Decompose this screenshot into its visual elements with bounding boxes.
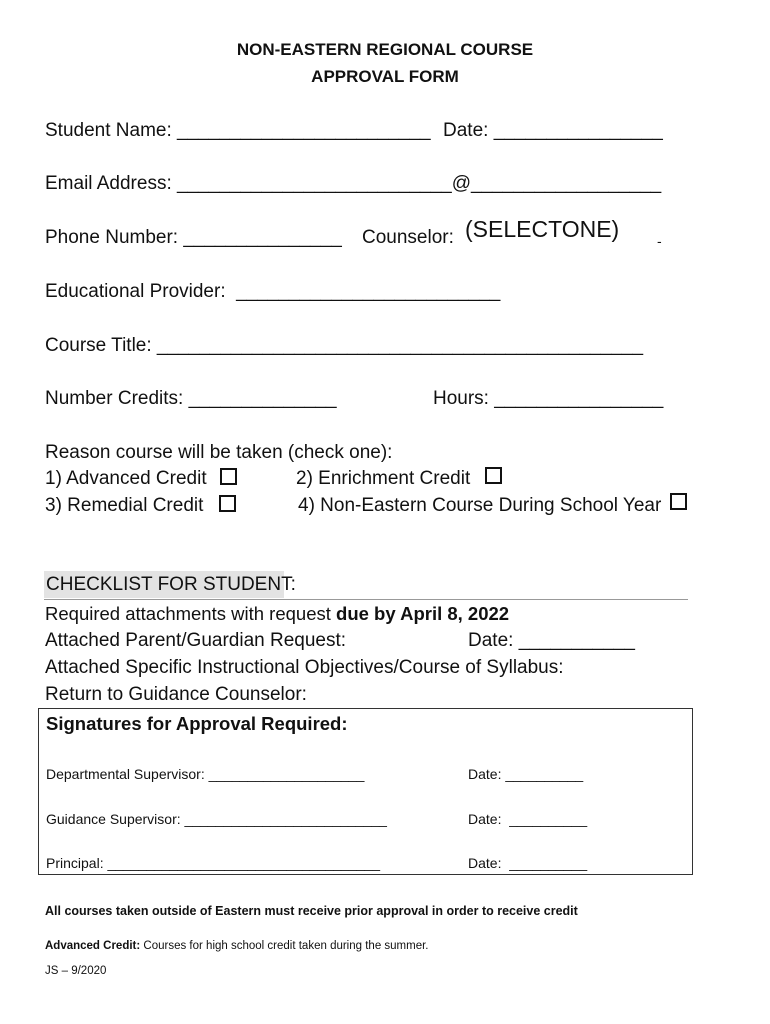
advanced-credit-label: Advanced Credit: <box>45 940 141 952</box>
form-code: JS – 9/2020 <box>45 965 107 977</box>
reason-non-eastern-checkbox[interactable] <box>670 493 687 510</box>
guidance-supervisor-date[interactable]: Date: __________ <box>468 811 588 827</box>
counselor-dropdown-tick: - <box>657 233 662 249</box>
checklist-heading-bar <box>44 571 688 600</box>
student-name-field[interactable]: Student Name: ________________________ <box>45 120 431 141</box>
advanced-credit-text: Courses for high school credit taken during the summer. <box>140 940 429 952</box>
form-title-line1: NON-EASTERN REGIONAL COURSE <box>236 40 534 59</box>
prior-approval-notice: All courses taken outside of Eastern must receive prior approval in order to receive credit <box>45 904 578 918</box>
dept-supervisor-date[interactable]: Date: __________ <box>468 766 584 782</box>
advanced-credit-note <box>45 941 429 953</box>
attachments-line <box>45 605 509 624</box>
principal-signature[interactable]: Principal: ___________________________________ <box>46 855 380 871</box>
reason-advanced-checkbox[interactable] <box>220 468 237 485</box>
counselor-select[interactable]: (SELECTONE) <box>465 216 620 242</box>
credits-field[interactable]: Number Credits: ______________ <box>45 388 337 409</box>
return-item: Return to Guidance Counselor: <box>45 684 307 705</box>
provider-field[interactable]: Educational Provider: _________________________ <box>45 281 501 302</box>
parent-request-date[interactable]: Date: ___________ <box>468 630 635 651</box>
dept-supervisor-signature[interactable]: Departmental Supervisor: ____________________ <box>46 766 365 782</box>
reason-remedial-label: 3) Remedial Credit <box>45 495 204 516</box>
reason-remedial-checkbox[interactable] <box>219 495 236 512</box>
form-title-line2: APPROVAL FORM <box>311 67 459 86</box>
attachments-prefix: Required attachments with request <box>45 603 337 624</box>
checklist-heading: CHECKLIST FOR STUDENT: <box>46 574 296 595</box>
phone-field[interactable]: Phone Number: _______________ <box>45 227 342 248</box>
reason-heading: Reason course will be taken (check one): <box>45 442 393 463</box>
reason-enrichment-label: 2) Enrichment Credit <box>296 468 471 489</box>
reason-enrichment-checkbox[interactable] <box>485 467 502 484</box>
counselor-label: Counselor: <box>362 227 454 248</box>
hours-field[interactable]: Hours: ________________ <box>433 388 664 409</box>
date-field[interactable]: Date: ________________ <box>443 120 663 141</box>
parent-request-item: Attached Parent/Guardian Request: <box>45 630 347 651</box>
email-field[interactable]: Email Address: __________________________@__________________ <box>45 173 662 194</box>
attachments-due: due by April 8, 2022 <box>336 603 510 624</box>
course-title-field[interactable]: Course Title: ______________________________________________ <box>45 335 644 356</box>
objectives-item: Attached Specific Instructional Objectives/Course of Syllabus: <box>45 657 564 678</box>
guidance-supervisor-signature[interactable]: Guidance Supervisor: __________________________ <box>46 811 387 827</box>
reason-non-eastern-label: 4) Non-Eastern Course During School Year <box>298 495 662 516</box>
signatures-heading: Signatures for Approval Required: <box>46 713 348 734</box>
reason-advanced-label: 1) Advanced Credit <box>45 468 207 489</box>
principal-date[interactable]: Date: __________ <box>468 855 588 871</box>
